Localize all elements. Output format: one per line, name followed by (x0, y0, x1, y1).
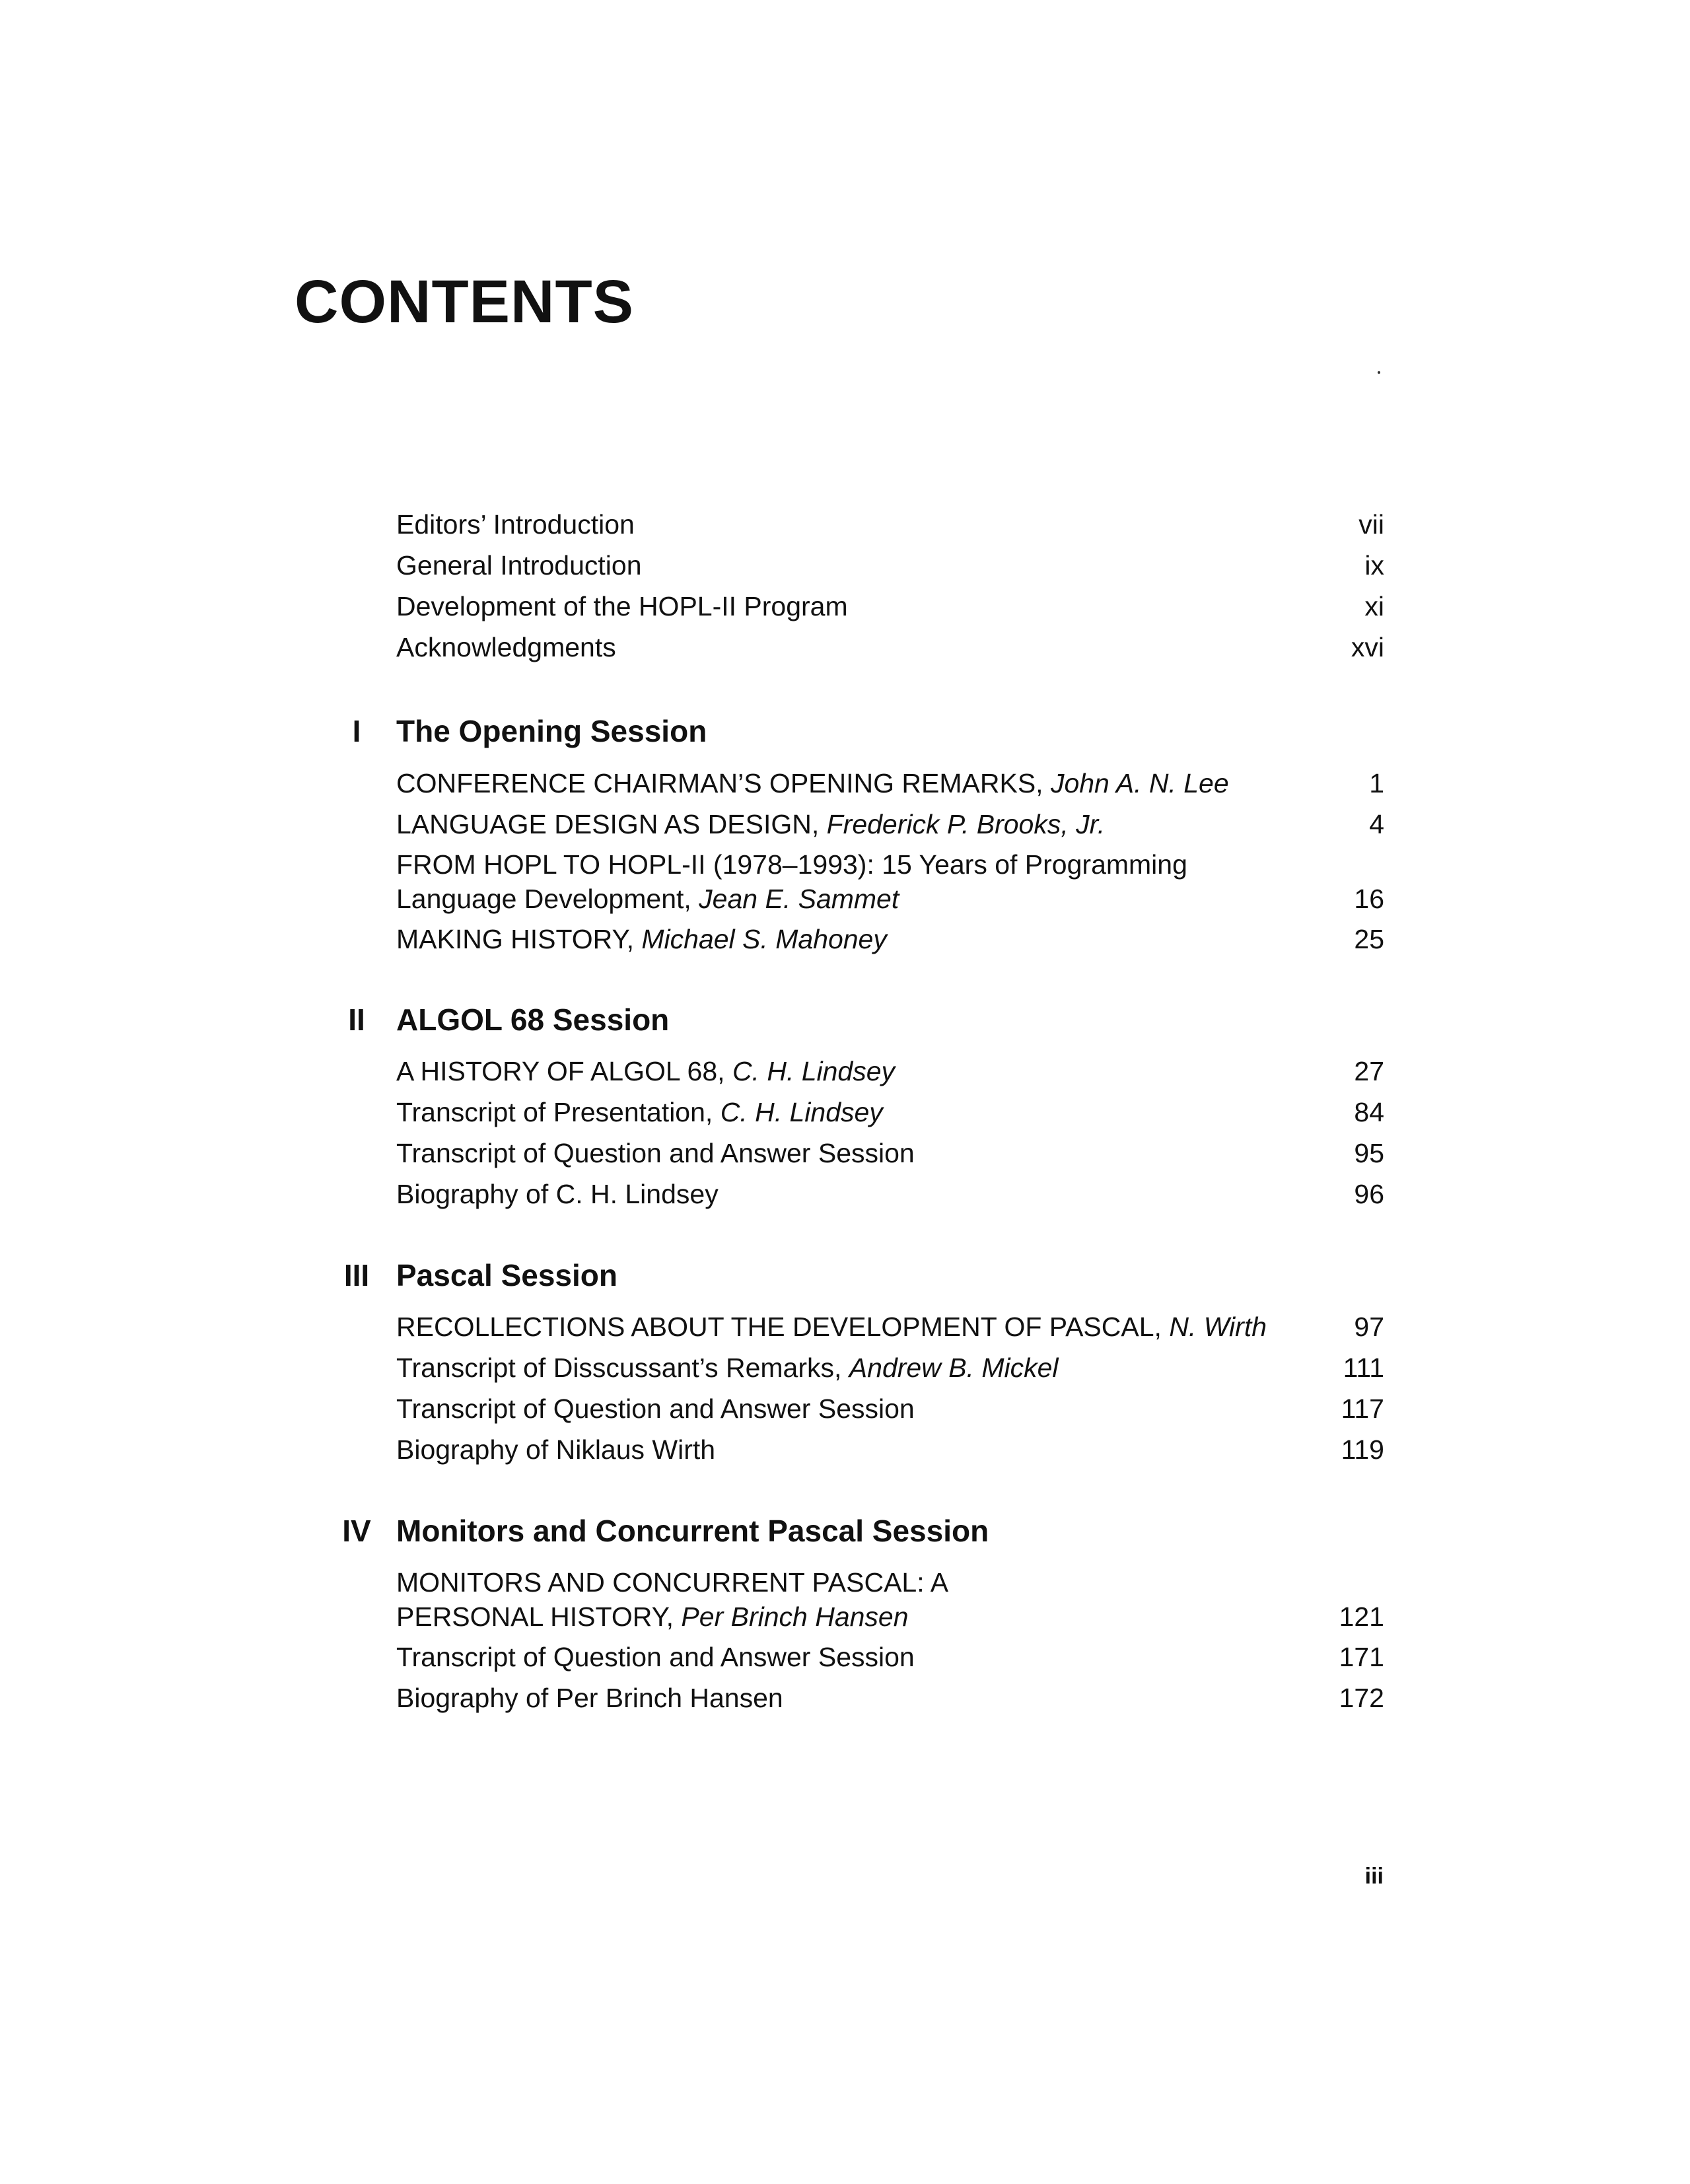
toc-entry-page: xvi (1351, 632, 1384, 662)
toc-entry-page: 27 (1354, 1056, 1384, 1086)
toc-entry-page: xi (1364, 591, 1384, 621)
dust-speck (1378, 371, 1380, 374)
toc-entry-page: 4 (1369, 809, 1384, 839)
toc-entry (396, 807, 1384, 841)
toc-entry-page: 1 (1369, 768, 1384, 798)
section-title: The Opening Session (396, 714, 707, 748)
toc-entry-author: C. H. Lindsey (732, 1056, 896, 1086)
page-number: iii (1364, 1864, 1384, 1889)
toc-entry-page: ix (1364, 550, 1384, 581)
toc-entry-author: Jean E. Sammet (699, 884, 899, 914)
toc-entry (396, 847, 1384, 916)
toc-entry-page: 171 (1339, 1642, 1384, 1672)
toc-entry-page: 111 (1343, 1353, 1384, 1383)
toc-entry (396, 1095, 1384, 1129)
toc-entry-author: Per Brinch Hansen (681, 1602, 909, 1632)
page-title: CONTENTS (295, 268, 634, 335)
toc-entry-author: Andrew B. Mickel (849, 1353, 1059, 1383)
toc-entry-author: Michael S. Mahoney (641, 924, 887, 954)
toc-entry (396, 1681, 1384, 1715)
toc-entry (396, 1310, 1384, 1344)
toc-entry-page: 16 (1354, 884, 1384, 914)
section-numeral: IV (342, 1514, 371, 1548)
toc-entry (396, 1177, 1384, 1211)
toc-entry (396, 1640, 1384, 1674)
toc-entry-title: RECOLLECTIONS ABOUT THE DEVELOPMENT OF PASCAL, (396, 1312, 1170, 1342)
toc-entry-page: 96 (1354, 1179, 1384, 1209)
toc-entry-page: 97 (1354, 1312, 1384, 1342)
toc-entry-general-introduction (396, 548, 1384, 582)
toc-entry-title: FROM HOPL TO HOPL-II (1978–1993): 15 Years of Programming Language Development, (396, 849, 1187, 914)
toc-entry-page: vii (1358, 509, 1384, 540)
toc-entry-title: Acknowledgments (396, 632, 616, 662)
toc-entry-title: Editors’ Introduction (396, 509, 635, 540)
toc-entry-page: 121 (1339, 1602, 1384, 1632)
toc-entry (396, 1432, 1384, 1467)
toc-entry-title: MAKING HISTORY, (396, 924, 642, 954)
toc-entry-hopl-program (396, 589, 1384, 623)
toc-entry (396, 766, 1384, 800)
toc-entry-title: CONFERENCE CHAIRMAN’S OPENING REMARKS, (396, 768, 1051, 798)
section-numeral: I (352, 714, 361, 748)
toc-entry-editors-introduction (396, 507, 1384, 542)
toc-entry-author: C. H. Lindsey (720, 1097, 883, 1127)
toc-entry-page: 95 (1354, 1138, 1384, 1168)
toc-entry-acknowledgments (396, 630, 1384, 664)
toc-entry-title: A HISTORY OF ALGOL 68, (396, 1056, 732, 1086)
toc-entry-author: Frederick P. Brooks, Jr. (826, 809, 1106, 839)
toc-entry-author: John A. N. Lee (1050, 768, 1229, 798)
toc-entry-title: Transcript of Disscussant’s Remarks, (396, 1353, 849, 1383)
section-numeral: III (343, 1258, 370, 1292)
toc-entry (396, 1391, 1384, 1426)
section-title: Pascal Session (396, 1258, 617, 1292)
toc-entry (396, 1351, 1384, 1385)
section-numeral: II (348, 1003, 365, 1037)
toc-entry (396, 922, 1384, 956)
toc-entry-title: Development of the HOPL-II Program (396, 591, 848, 621)
toc-entry-page: 172 (1339, 1683, 1384, 1713)
toc-entry-page: 119 (1341, 1434, 1384, 1465)
toc-entry-title: LANGUAGE DESIGN AS DESIGN, (396, 809, 827, 839)
toc-entry-page: 84 (1354, 1097, 1384, 1127)
section-title: Monitors and Concurrent Pascal Session (396, 1514, 989, 1548)
toc-entry-title: Biography of Per Brinch Hansen (396, 1683, 783, 1713)
toc-entry (396, 1565, 1384, 1634)
toc-entry-title: Transcript of Question and Answer Session (396, 1393, 915, 1424)
toc-entry (396, 1054, 1384, 1088)
toc-entry-title: General Introduction (396, 550, 642, 581)
toc-entry (396, 1136, 1384, 1170)
toc-entry-title: Transcript of Presentation, (396, 1097, 721, 1127)
toc-entry-page: 25 (1354, 924, 1384, 954)
toc-entry-title: Transcript of Question and Answer Session (396, 1138, 915, 1168)
toc-entry-title: Biography of C. H. Lindsey (396, 1179, 719, 1209)
toc-entry-title: Transcript of Question and Answer Session (396, 1642, 915, 1672)
section-title: ALGOL 68 Session (396, 1003, 670, 1037)
toc-entry-title: MONITORS AND CONCURRENT PASCAL: A PERSONAL HISTORY, (396, 1567, 947, 1632)
toc-entry-page: 117 (1341, 1393, 1384, 1424)
toc-entry-title: Biography of Niklaus Wirth (396, 1434, 716, 1465)
toc-entry-author: N. Wirth (1169, 1312, 1267, 1342)
